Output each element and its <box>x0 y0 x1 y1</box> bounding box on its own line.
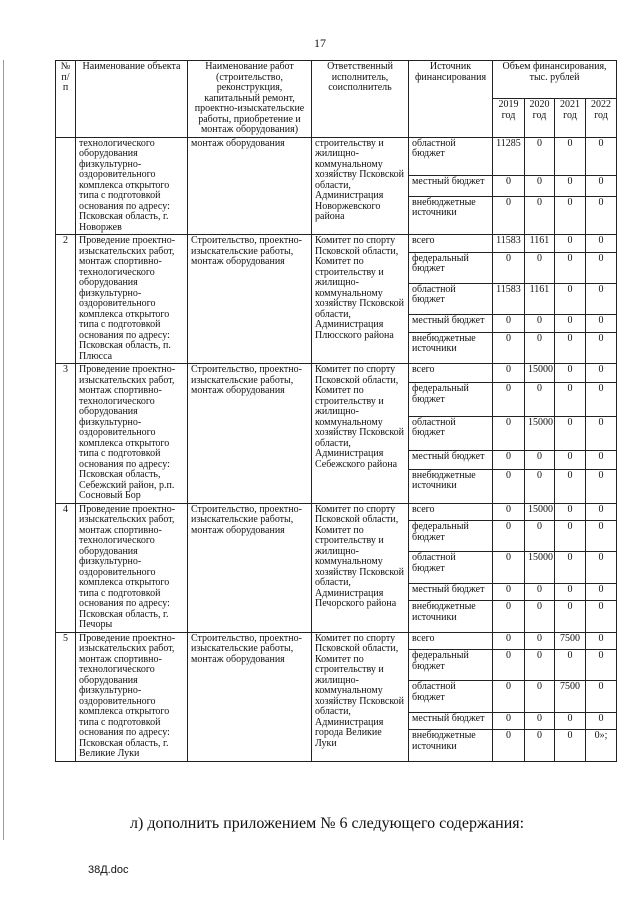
amount-cell: 0 <box>555 235 586 253</box>
header-executor: Ответственный исполнитель, соисполнитель <box>312 61 409 138</box>
amount-cell: 0 <box>555 712 586 730</box>
header-row <box>56 61 617 99</box>
row-number: 5 <box>56 632 76 761</box>
amount-cell: 0 <box>493 383 525 417</box>
source-cell: внебюджетные источники <box>409 469 493 503</box>
amount-cell: 15000 <box>525 364 555 383</box>
source-cell: федеральный бюджет <box>409 252 493 283</box>
source-cell: федеральный бюджет <box>409 383 493 417</box>
amount-cell: 0 <box>525 315 555 333</box>
amount-cell: 0 <box>555 137 586 175</box>
header-financing: Объем финансирования, тыс. рублей <box>493 61 617 99</box>
amount-cell: 0 <box>586 252 617 283</box>
amount-cell: 0 <box>555 416 586 450</box>
amount-cell: 0 <box>555 583 586 601</box>
amount-cell: 0 <box>493 469 525 503</box>
amount-cell: 0 <box>586 235 617 253</box>
amount-cell: 7500 <box>555 632 586 650</box>
table-row <box>56 235 617 253</box>
object-name-cell: Проведение проектно-изыскательских работ, монтаж спортивно-технологического оборудования физкультурно-оздоровительного комплекса открытого типа с подготовкой основания по адресу: Псковская область, г. Великие Луки <box>76 632 188 761</box>
object-name-cell: Проведение проектно-изыскательских работ, монтаж спортивно-технологического оборудования физкультурно-оздоровительного комплекса открытого типа с подготовкой основания по адресу: Псковская область, г. Печоры <box>76 503 188 632</box>
amount-cell: 15000 <box>525 552 555 583</box>
amount-cell: 0 <box>525 681 555 712</box>
row-number: 3 <box>56 364 76 504</box>
amount-cell: 0 <box>493 450 525 469</box>
amount-cell: 0 <box>586 650 617 681</box>
amount-cell: 0 <box>493 175 525 196</box>
header-source: Источник финансирования <box>409 61 493 138</box>
amount-cell: 0 <box>586 315 617 333</box>
amount-cell: 0 <box>525 252 555 283</box>
amount-cell: 0 <box>525 196 555 234</box>
source-cell: всего <box>409 503 493 521</box>
header-year-2019: 2019 год <box>493 99 525 137</box>
amount-cell: 11285 <box>493 137 525 175</box>
amount-cell: 0 <box>586 521 617 552</box>
executor-cell: Комитет по спорту Псковской области, Комитет по строительству и жилищно-коммунальному хозяйству Псковской области, Администрация Себежского района <box>312 364 409 504</box>
header-num: № п/п <box>56 61 76 138</box>
amount-cell: 0 <box>525 521 555 552</box>
source-cell: областной бюджет <box>409 137 493 175</box>
amount-cell: 0 <box>525 332 555 363</box>
amount-cell: 0 <box>555 730 586 761</box>
amount-cell: 0 <box>555 175 586 196</box>
source-cell: местный бюджет <box>409 315 493 333</box>
source-cell: всего <box>409 364 493 383</box>
amount-cell: 0 <box>586 712 617 730</box>
amount-cell: 11583 <box>493 283 525 314</box>
amount-cell: 0 <box>555 383 586 417</box>
amount-cell: 0 <box>493 315 525 333</box>
amount-cell: 7500 <box>555 681 586 712</box>
works-cell: Строительство, проектно-изыскательские работы, монтаж оборудования <box>188 632 312 761</box>
source-cell: местный бюджет <box>409 712 493 730</box>
amount-cell: 0 <box>586 552 617 583</box>
page-number: 17 <box>314 36 326 50</box>
amount-cell: 0 <box>525 469 555 503</box>
source-cell: внебюджетные источники <box>409 196 493 234</box>
row-number <box>56 137 76 235</box>
amount-cell: 0 <box>525 450 555 469</box>
amount-cell: 0 <box>493 583 525 601</box>
amount-cell: 0 <box>586 450 617 469</box>
amount-cell: 0 <box>493 196 525 234</box>
amount-cell: 0 <box>555 650 586 681</box>
amount-cell: 11583 <box>493 235 525 253</box>
amount-cell: 0 <box>586 332 617 363</box>
header-object-name: Наименование объекта <box>76 61 188 138</box>
amount-cell: 0 <box>586 283 617 314</box>
executor-cell: Комитет по спорту Псковской области, Комитет по строительству и жилищно-коммунальному хозяйству Псковской области, Администрация Печорского района <box>312 503 409 632</box>
works-cell: монтаж оборудования <box>188 137 312 235</box>
amount-cell: 0 <box>555 552 586 583</box>
source-cell: местный бюджет <box>409 450 493 469</box>
amount-cell: 0 <box>493 601 525 632</box>
amount-cell: 0 <box>586 364 617 383</box>
amount-cell: 0 <box>493 632 525 650</box>
amount-cell: 0 <box>586 632 617 650</box>
header-works: Наименование работ (строительство, реконструкция, капитальный ремонт, проектно-изыскательские работы, приобретение и монтаж оборудования) <box>188 61 312 138</box>
amount-cell: 0 <box>525 712 555 730</box>
source-cell: местный бюджет <box>409 175 493 196</box>
executor-cell: Комитет по спорту Псковской области, Комитет по строительству и жилищно-коммунальному хозяйству Псковской области, Администрация города Великие Луки <box>312 632 409 761</box>
amount-cell: 0 <box>586 583 617 601</box>
amendment-text: л) дополнить приложением № 6 следующего содержания: <box>130 815 525 832</box>
amount-cell: 15000 <box>525 503 555 521</box>
amount-cell: 0 <box>493 521 525 552</box>
amount-cell: 0 <box>525 175 555 196</box>
source-cell: областной бюджет <box>409 283 493 314</box>
amount-cell: 15000 <box>525 416 555 450</box>
amount-cell: 0 <box>525 583 555 601</box>
table-row <box>56 632 617 650</box>
amount-cell: 0 <box>586 681 617 712</box>
amount-cell: 0 <box>555 450 586 469</box>
amount-cell: 0 <box>555 469 586 503</box>
amount-cell: 0 <box>586 601 617 632</box>
source-cell: внебюджетные источники <box>409 332 493 363</box>
object-name-cell: Проведение проектно-изыскательских работ, монтаж спортивно-технологического оборудования физкультурно-оздоровительного комплекса открытого типа с подготовкой основания по адресу: Псковская область, Себежский район, р.п. Сосновый Бор <box>76 364 188 504</box>
amount-cell: 0 <box>555 521 586 552</box>
financing-table <box>55 60 617 762</box>
amount-cell: 0 <box>586 469 617 503</box>
document-filename: 38Д.doc <box>88 864 129 876</box>
amount-cell: 0 <box>493 364 525 383</box>
amount-cell: 0 <box>493 552 525 583</box>
amount-cell: 1161 <box>525 235 555 253</box>
source-cell: областной бюджет <box>409 416 493 450</box>
amount-cell: 0 <box>586 137 617 175</box>
amount-cell: 0 <box>493 332 525 363</box>
object-name-cell: Проведение проектно-изыскательских работ, монтаж спортивно-технологического оборудования физкультурно-оздоровительного комплекса открытого типа с подготовкой основания по адресу: Псковская область, п. Плюсса <box>76 235 188 364</box>
source-cell: областной бюджет <box>409 552 493 583</box>
amount-cell: 0 <box>555 332 586 363</box>
source-cell: областной бюджет <box>409 681 493 712</box>
amount-cell: 1161 <box>525 283 555 314</box>
amount-cell: 0 <box>555 252 586 283</box>
amount-cell: 0 <box>493 681 525 712</box>
executor-cell: Комитет по спорту Псковской области, Комитет по строительству и жилищно-коммунальному хозяйству Псковской области, Администрация Плюсского района <box>312 235 409 364</box>
source-cell: всего <box>409 632 493 650</box>
table-row <box>56 364 617 383</box>
object-name-cell: технологического оборудования физкультурно-оздоровительного комплекса открытого типа с подготовкой основания по адресу: Псковская область, г. Новоржев <box>76 137 188 235</box>
amount-cell: 0 <box>586 503 617 521</box>
amount-cell: 0 <box>525 383 555 417</box>
works-cell: Строительство, проектно-изыскательские работы, монтаж оборудования <box>188 364 312 504</box>
source-cell: всего <box>409 235 493 253</box>
amount-cell: 0 <box>493 650 525 681</box>
works-cell: Строительство, проектно-изыскательские работы, монтаж оборудования <box>188 503 312 632</box>
header-year-2022: 2022 год <box>586 99 617 137</box>
amount-cell: 0 <box>555 283 586 314</box>
header-year-2021: 2021 год <box>555 99 586 137</box>
amount-cell: 0 <box>555 601 586 632</box>
row-number: 4 <box>56 503 76 632</box>
scan-edge-line <box>3 60 4 840</box>
amount-cell: 0»; <box>586 730 617 761</box>
amount-cell: 0 <box>493 416 525 450</box>
table-row <box>56 137 617 175</box>
works-cell: Строительство, проектно-изыскательские работы, монтаж оборудования <box>188 235 312 364</box>
amount-cell: 0 <box>525 730 555 761</box>
amount-cell: 0 <box>525 137 555 175</box>
amount-cell: 0 <box>555 503 586 521</box>
source-cell: внебюджетные источники <box>409 730 493 761</box>
amount-cell: 0 <box>555 364 586 383</box>
amount-cell: 0 <box>586 175 617 196</box>
amount-cell: 0 <box>493 712 525 730</box>
executor-cell: строительству и жилищно-коммунальному хозяйству Псковской области, Администрация Новоржевского района <box>312 137 409 235</box>
amount-cell: 0 <box>493 730 525 761</box>
amount-cell: 0 <box>525 650 555 681</box>
amount-cell: 0 <box>555 315 586 333</box>
amount-cell: 0 <box>586 416 617 450</box>
header-year-2020: 2020 год <box>525 99 555 137</box>
source-cell: федеральный бюджет <box>409 521 493 552</box>
amount-cell: 0 <box>555 196 586 234</box>
row-number: 2 <box>56 235 76 364</box>
table-row <box>56 503 617 521</box>
amount-cell: 0 <box>525 601 555 632</box>
amount-cell: 0 <box>493 503 525 521</box>
amount-cell: 0 <box>586 196 617 234</box>
amount-cell: 0 <box>493 252 525 283</box>
amount-cell: 0 <box>586 383 617 417</box>
source-cell: местный бюджет <box>409 583 493 601</box>
source-cell: федеральный бюджет <box>409 650 493 681</box>
source-cell: внебюджетные источники <box>409 601 493 632</box>
amount-cell: 0 <box>525 632 555 650</box>
